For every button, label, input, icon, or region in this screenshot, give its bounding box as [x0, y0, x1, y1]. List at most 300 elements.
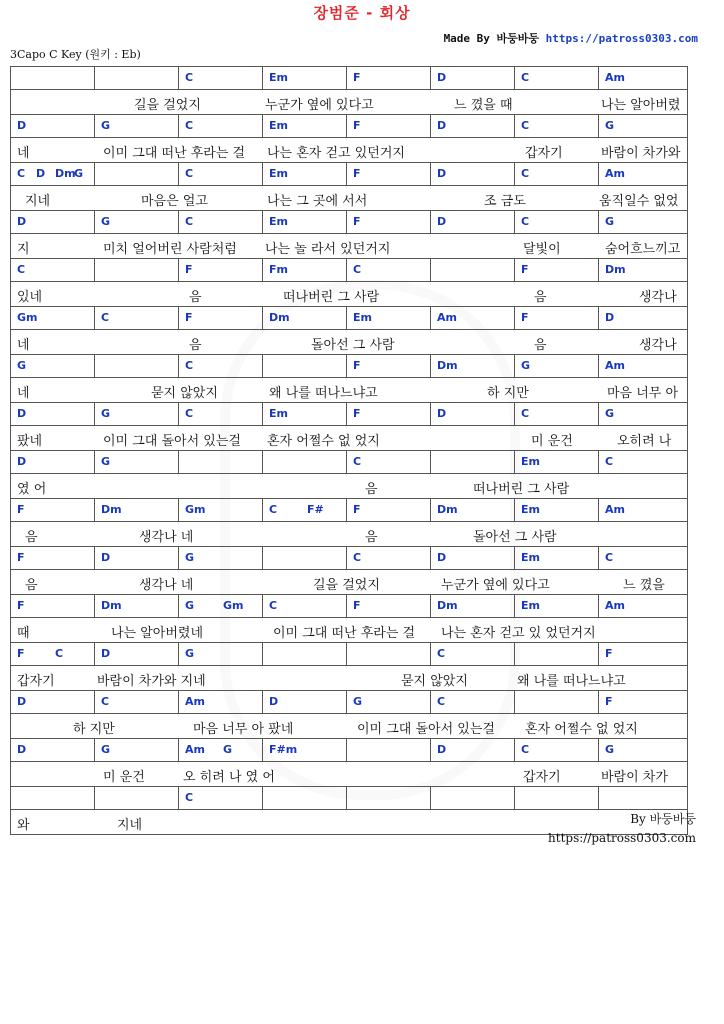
chord-label: Dm — [269, 311, 290, 324]
lyric-row — [11, 330, 687, 355]
chord-label: F — [185, 263, 193, 276]
lyric-text: 하 지만 — [73, 722, 115, 737]
measure-cell — [95, 547, 179, 569]
measure-cell — [95, 643, 179, 665]
lyric-text: 왜 나를 떠나느냐고 — [517, 674, 626, 689]
chord-label: C — [55, 647, 64, 660]
lyric-row — [11, 138, 687, 163]
measure-cell — [263, 643, 347, 665]
lyric-text: 와 — [17, 818, 30, 833]
lyric-row — [11, 90, 687, 115]
chord-label: G — [605, 407, 615, 420]
chord-label: D — [437, 119, 447, 132]
lyric-text: 생각나 네 — [139, 530, 194, 545]
measure-cell — [95, 787, 179, 809]
chord-label: Em — [269, 215, 288, 228]
chord-label: G — [74, 167, 84, 180]
chord-label: C — [521, 119, 530, 132]
measure-cell — [11, 355, 95, 377]
chord-label: F — [521, 263, 529, 276]
chord-label: G — [17, 359, 27, 372]
lyric-text: 이미 그대 떠난 후라는 걸 — [273, 626, 416, 641]
chord-label: G — [101, 455, 111, 468]
measure-cell — [95, 595, 179, 617]
measure-cell — [599, 403, 687, 425]
lyric-text: 바람이 차가와 지네 — [97, 674, 206, 689]
lyric-row — [11, 234, 687, 259]
measure-cell — [431, 355, 515, 377]
lyric-text: 네 — [17, 338, 30, 353]
chord-row — [11, 211, 687, 234]
chord-label: C — [521, 167, 530, 180]
measure-cell — [347, 307, 431, 329]
chord-label: D — [101, 551, 111, 564]
chord-row — [11, 67, 687, 90]
chord-label: C — [269, 503, 278, 516]
measure-cell — [179, 115, 263, 137]
lyric-text: 나는 놀 라서 있던거지 — [265, 242, 391, 257]
chord-row — [11, 643, 687, 666]
measure-cell — [431, 643, 515, 665]
chord-label: G — [605, 215, 615, 228]
measure-cell — [95, 259, 179, 281]
measure-cell — [515, 739, 599, 761]
measure-cell — [347, 739, 431, 761]
chord-sheet — [10, 66, 688, 835]
chord-label: G — [605, 119, 615, 132]
lyric-text: 누군가 옆에 있다고 — [265, 98, 374, 113]
measure-cell — [179, 259, 263, 281]
chord-label: D — [437, 71, 447, 84]
measure-cell — [95, 307, 179, 329]
chord-label: C — [185, 215, 194, 228]
measure-cell — [599, 211, 687, 233]
lyric-text: 돌아선 그 사람 — [473, 530, 557, 545]
chord-label: C — [17, 263, 26, 276]
chord-label: D — [17, 743, 27, 756]
measure-cell — [179, 355, 263, 377]
measure-cell — [179, 643, 263, 665]
measure-cell — [599, 259, 687, 281]
measure-cell — [347, 211, 431, 233]
chord-row — [11, 355, 687, 378]
measure-cell — [347, 163, 431, 185]
lyric-text: 누군가 옆에 있다고 — [441, 578, 550, 593]
chord-label: Dm — [437, 599, 458, 612]
chord-label: G — [185, 647, 195, 660]
chord-row — [11, 547, 687, 570]
chord-label: F — [353, 71, 361, 84]
measure-cell — [431, 211, 515, 233]
site-url[interactable]: https://patross0303.com — [545, 32, 698, 45]
measure-cell — [263, 739, 347, 761]
measure-cell — [599, 307, 687, 329]
chord-label: C — [605, 455, 614, 468]
measure-cell — [431, 67, 515, 89]
measure-cell — [431, 499, 515, 521]
chord-label: D — [17, 407, 27, 420]
measure-cell — [11, 307, 95, 329]
chord-label: Gm — [17, 311, 38, 324]
lyric-text: 떠나버린 그 사람 — [473, 482, 570, 497]
chord-label: D — [437, 167, 447, 180]
measure-cell — [179, 787, 263, 809]
measure-cell — [263, 499, 347, 521]
lyric-text: 바람이 차가와 — [601, 146, 681, 161]
measure-cell — [599, 547, 687, 569]
measure-cell — [431, 739, 515, 761]
chord-label: Dm — [55, 167, 76, 180]
measure-cell — [179, 547, 263, 569]
measure-cell — [431, 451, 515, 473]
chord-label: C — [185, 167, 194, 180]
measure-cell — [599, 595, 687, 617]
measure-cell — [599, 451, 687, 473]
measure-cell — [179, 691, 263, 713]
chord-label: C — [353, 455, 362, 468]
chord-label: C — [101, 311, 110, 324]
measure-cell — [599, 355, 687, 377]
chord-label: C — [185, 407, 194, 420]
chord-label: C — [605, 551, 614, 564]
chord-label: F — [353, 407, 361, 420]
lyric-row — [11, 570, 687, 595]
lyric-row — [11, 714, 687, 739]
chord-label: C — [521, 71, 530, 84]
measure-cell — [515, 163, 599, 185]
measure-cell — [263, 67, 347, 89]
chord-label: F — [353, 119, 361, 132]
chord-label: Am — [605, 599, 625, 612]
measure-cell — [179, 499, 263, 521]
measure-cell — [11, 403, 95, 425]
chord-label: D — [17, 695, 27, 708]
measure-cell — [515, 259, 599, 281]
measure-cell — [347, 355, 431, 377]
made-by-line — [444, 30, 698, 46]
measure-cell — [515, 211, 599, 233]
lyric-row — [11, 522, 687, 547]
measure-cell — [11, 691, 95, 713]
chord-label: D — [605, 311, 615, 324]
measure-cell — [431, 163, 515, 185]
lyric-text: 느 꼈을 — [623, 578, 665, 593]
measure-cell — [599, 67, 687, 89]
key-info: 3Capo C Key (원키 : Eb) — [10, 48, 141, 61]
measure-cell — [431, 595, 515, 617]
lyric-text: 였 어 — [17, 482, 47, 497]
measure-cell — [179, 163, 263, 185]
lyric-text: 음 — [534, 338, 547, 353]
chord-row — [11, 787, 687, 810]
lyric-text: 음 — [25, 578, 38, 593]
lyric-text: 갑자기 — [17, 674, 55, 689]
measure-cell — [11, 787, 95, 809]
chord-label: Gm — [223, 599, 244, 612]
chord-label: C — [101, 695, 110, 708]
lyric-text: 마음 너무 아 — [607, 386, 679, 401]
measure-cell — [515, 547, 599, 569]
chord-label: Em — [353, 311, 372, 324]
lyric-text: 마음 너무 아 팠네 — [193, 722, 294, 737]
measure-cell — [431, 115, 515, 137]
chord-label: Dm — [101, 503, 122, 516]
chord-label: F — [605, 695, 613, 708]
measure-cell — [599, 643, 687, 665]
measure-cell — [515, 67, 599, 89]
chord-label: Em — [521, 455, 540, 468]
measure-cell — [11, 547, 95, 569]
measure-cell — [599, 739, 687, 761]
measure-cell — [263, 451, 347, 473]
measure-cell — [347, 499, 431, 521]
chord-label: Am — [185, 695, 205, 708]
measure-cell — [515, 115, 599, 137]
chord-label: D — [437, 215, 447, 228]
lyric-text: 지네 — [117, 818, 143, 833]
lyric-text: 생각나 — [639, 290, 677, 305]
chord-label: C — [185, 791, 194, 804]
chord-row — [11, 163, 687, 186]
chord-label: F#m — [269, 743, 298, 756]
measure-cell — [11, 739, 95, 761]
measure-cell — [263, 547, 347, 569]
measure-cell — [347, 595, 431, 617]
chord-label: Fm — [269, 263, 288, 276]
lyric-row — [11, 186, 687, 211]
chord-label: Dm — [437, 503, 458, 516]
lyric-text: 팠네 — [17, 434, 43, 449]
measure-cell — [95, 355, 179, 377]
chord-label: C — [185, 359, 194, 372]
lyric-text: 돌아선 그 사람 — [311, 338, 395, 353]
lyric-row — [11, 762, 687, 787]
measure-cell — [179, 595, 263, 617]
chord-label: D — [101, 647, 111, 660]
measure-cell — [347, 691, 431, 713]
lyric-text: 음 — [365, 482, 378, 497]
lyric-text: 있네 — [17, 290, 43, 305]
lyric-text: 생각나 — [639, 338, 677, 353]
footer-author: By 바둥바둥 — [630, 812, 696, 826]
measure-cell — [11, 451, 95, 473]
measure-cell — [263, 259, 347, 281]
chord-row — [11, 595, 687, 618]
chord-label: Am — [605, 359, 625, 372]
chord-label: C — [269, 599, 278, 612]
chord-label: F — [353, 167, 361, 180]
chord-row — [11, 259, 687, 282]
measure-cell — [431, 787, 515, 809]
measure-cell — [347, 259, 431, 281]
lyric-text: 음 — [25, 530, 38, 545]
chord-label: F — [353, 503, 361, 516]
lyric-text: 음 — [365, 530, 378, 545]
measure-cell — [95, 499, 179, 521]
lyric-text: 오 히려 나 였 어 — [183, 770, 275, 785]
chord-label: Em — [269, 71, 288, 84]
chord-label: D — [269, 695, 279, 708]
chord-label: F — [17, 503, 25, 516]
measure-cell — [515, 451, 599, 473]
lyric-text: 마음은 얼고 — [141, 194, 208, 209]
chord-label: Am — [605, 503, 625, 516]
measure-cell — [179, 307, 263, 329]
chord-label: D — [437, 551, 447, 564]
chord-row — [11, 115, 687, 138]
lyric-text: 나는 혼자 걷고 있던거지 — [267, 146, 405, 161]
chord-label: G — [101, 407, 111, 420]
chord-row — [11, 307, 687, 330]
lyric-text: 오히려 나 — [617, 434, 672, 449]
chord-label: D — [17, 119, 27, 132]
chord-label: Dm — [101, 599, 122, 612]
lyric-text: 왜 나를 떠나느냐고 — [269, 386, 378, 401]
measure-cell — [11, 499, 95, 521]
lyric-text: 길을 걸었지 — [134, 98, 201, 113]
measure-cell — [515, 403, 599, 425]
footer-url[interactable]: https://patross0303.com — [548, 831, 696, 845]
measure-cell — [11, 643, 95, 665]
chord-label: F — [353, 215, 361, 228]
measure-cell — [179, 451, 263, 473]
chord-label: D — [437, 743, 447, 756]
lyric-text: 나는 알아버렸네 — [111, 626, 204, 641]
lyric-text: 네 — [17, 146, 30, 161]
chord-row — [11, 739, 687, 762]
measure-cell — [599, 787, 687, 809]
lyric-text: 길을 걸었지 — [313, 578, 380, 593]
chord-label: G — [521, 359, 531, 372]
lyric-text: 움직일수 없었 — [599, 194, 679, 209]
lyric-row — [11, 474, 687, 499]
lyric-text: 달빛이 — [523, 242, 561, 257]
lyric-text: 미치 얼어버린 사람처럼 — [103, 242, 237, 257]
chord-label: Gm — [185, 503, 206, 516]
chord-row — [11, 451, 687, 474]
measure-cell — [95, 211, 179, 233]
measure-cell — [179, 211, 263, 233]
chord-label: C — [17, 167, 26, 180]
measure-cell — [263, 163, 347, 185]
lyric-text: 미 운건 — [531, 434, 573, 449]
lyric-row — [11, 378, 687, 403]
measure-cell — [347, 451, 431, 473]
lyric-row — [11, 666, 687, 691]
measure-cell — [95, 451, 179, 473]
measure-cell — [11, 211, 95, 233]
chord-label: Am — [605, 167, 625, 180]
measure-cell — [431, 307, 515, 329]
measure-cell — [347, 643, 431, 665]
lyric-text: 나는 알아버렸 — [601, 98, 681, 113]
lyric-text: 떠나버린 그 사람 — [283, 290, 380, 305]
lyric-text: 묻지 않았지 — [151, 386, 218, 401]
chord-label: Em — [269, 119, 288, 132]
chord-label: Em — [521, 599, 540, 612]
measure-cell — [95, 691, 179, 713]
lyric-text: 이미 그대 돌아서 있는걸 — [357, 722, 495, 737]
chord-label: Am — [437, 311, 457, 324]
chord-label: F — [605, 647, 613, 660]
measure-cell — [515, 691, 599, 713]
chord-label: D — [437, 407, 447, 420]
lyric-text: 갑자기 — [525, 146, 563, 161]
lyric-text: 혼자 어쩔수 없 었지 — [267, 434, 380, 449]
chord-label: C — [353, 551, 362, 564]
lyric-text: 나는 혼자 걷고 있 었던거지 — [441, 626, 596, 641]
measure-cell — [11, 259, 95, 281]
chord-label: C — [437, 647, 446, 660]
measure-cell — [11, 595, 95, 617]
lyric-text: 갑자기 — [523, 770, 561, 785]
lyric-text: 음 — [189, 338, 202, 353]
chord-label: F — [17, 599, 25, 612]
measure-cell — [263, 403, 347, 425]
lyric-row — [11, 618, 687, 643]
lyric-text: 네 — [17, 386, 30, 401]
chord-label: F — [185, 311, 193, 324]
chord-label: D — [17, 215, 27, 228]
measure-cell — [515, 787, 599, 809]
measure-cell — [179, 403, 263, 425]
chord-label: F — [17, 647, 25, 660]
chord-label: Dm — [437, 359, 458, 372]
chord-label: Dm — [605, 263, 626, 276]
measure-cell — [515, 355, 599, 377]
chord-label: F — [353, 359, 361, 372]
lyric-text: 바람이 차가 — [601, 770, 668, 785]
lyric-text: 조 금도 — [484, 194, 526, 209]
measure-cell — [347, 403, 431, 425]
lyric-row — [11, 282, 687, 307]
made-by-label: Made By 바둥바둥 — [443, 32, 540, 45]
chord-label: Em — [269, 407, 288, 420]
measure-cell — [347, 115, 431, 137]
chord-label: Am — [185, 743, 205, 756]
lyric-text: 음 — [189, 290, 202, 305]
lyric-row — [11, 426, 687, 451]
chord-label: F — [17, 551, 25, 564]
chord-row — [11, 691, 687, 714]
measure-cell — [263, 115, 347, 137]
chord-label: G — [223, 743, 233, 756]
measure-cell — [347, 547, 431, 569]
measure-cell — [11, 115, 95, 137]
chord-label: Am — [605, 71, 625, 84]
measure-cell — [599, 691, 687, 713]
measure-cell — [263, 211, 347, 233]
measure-cell — [263, 691, 347, 713]
lyric-text: 나는 그 곳에 서서 — [267, 194, 368, 209]
lyric-text: 혼자 어쩔수 없 었지 — [525, 722, 638, 737]
measure-cell — [179, 67, 263, 89]
measure-cell — [347, 787, 431, 809]
lyric-text: 하 지만 — [487, 386, 529, 401]
measure-cell — [599, 163, 687, 185]
chord-label: Em — [269, 167, 288, 180]
chord-label: D — [36, 167, 46, 180]
measure-cell — [599, 115, 687, 137]
measure-cell — [263, 787, 347, 809]
lyric-text: 생각나 네 — [139, 578, 194, 593]
measure-cell — [515, 595, 599, 617]
chord-label: F — [521, 311, 529, 324]
chord-label: G — [605, 743, 615, 756]
lyric-text: 이미 그대 돌아서 있는걸 — [103, 434, 241, 449]
chord-row — [11, 403, 687, 426]
lyric-text: 묻지 않았지 — [401, 674, 468, 689]
